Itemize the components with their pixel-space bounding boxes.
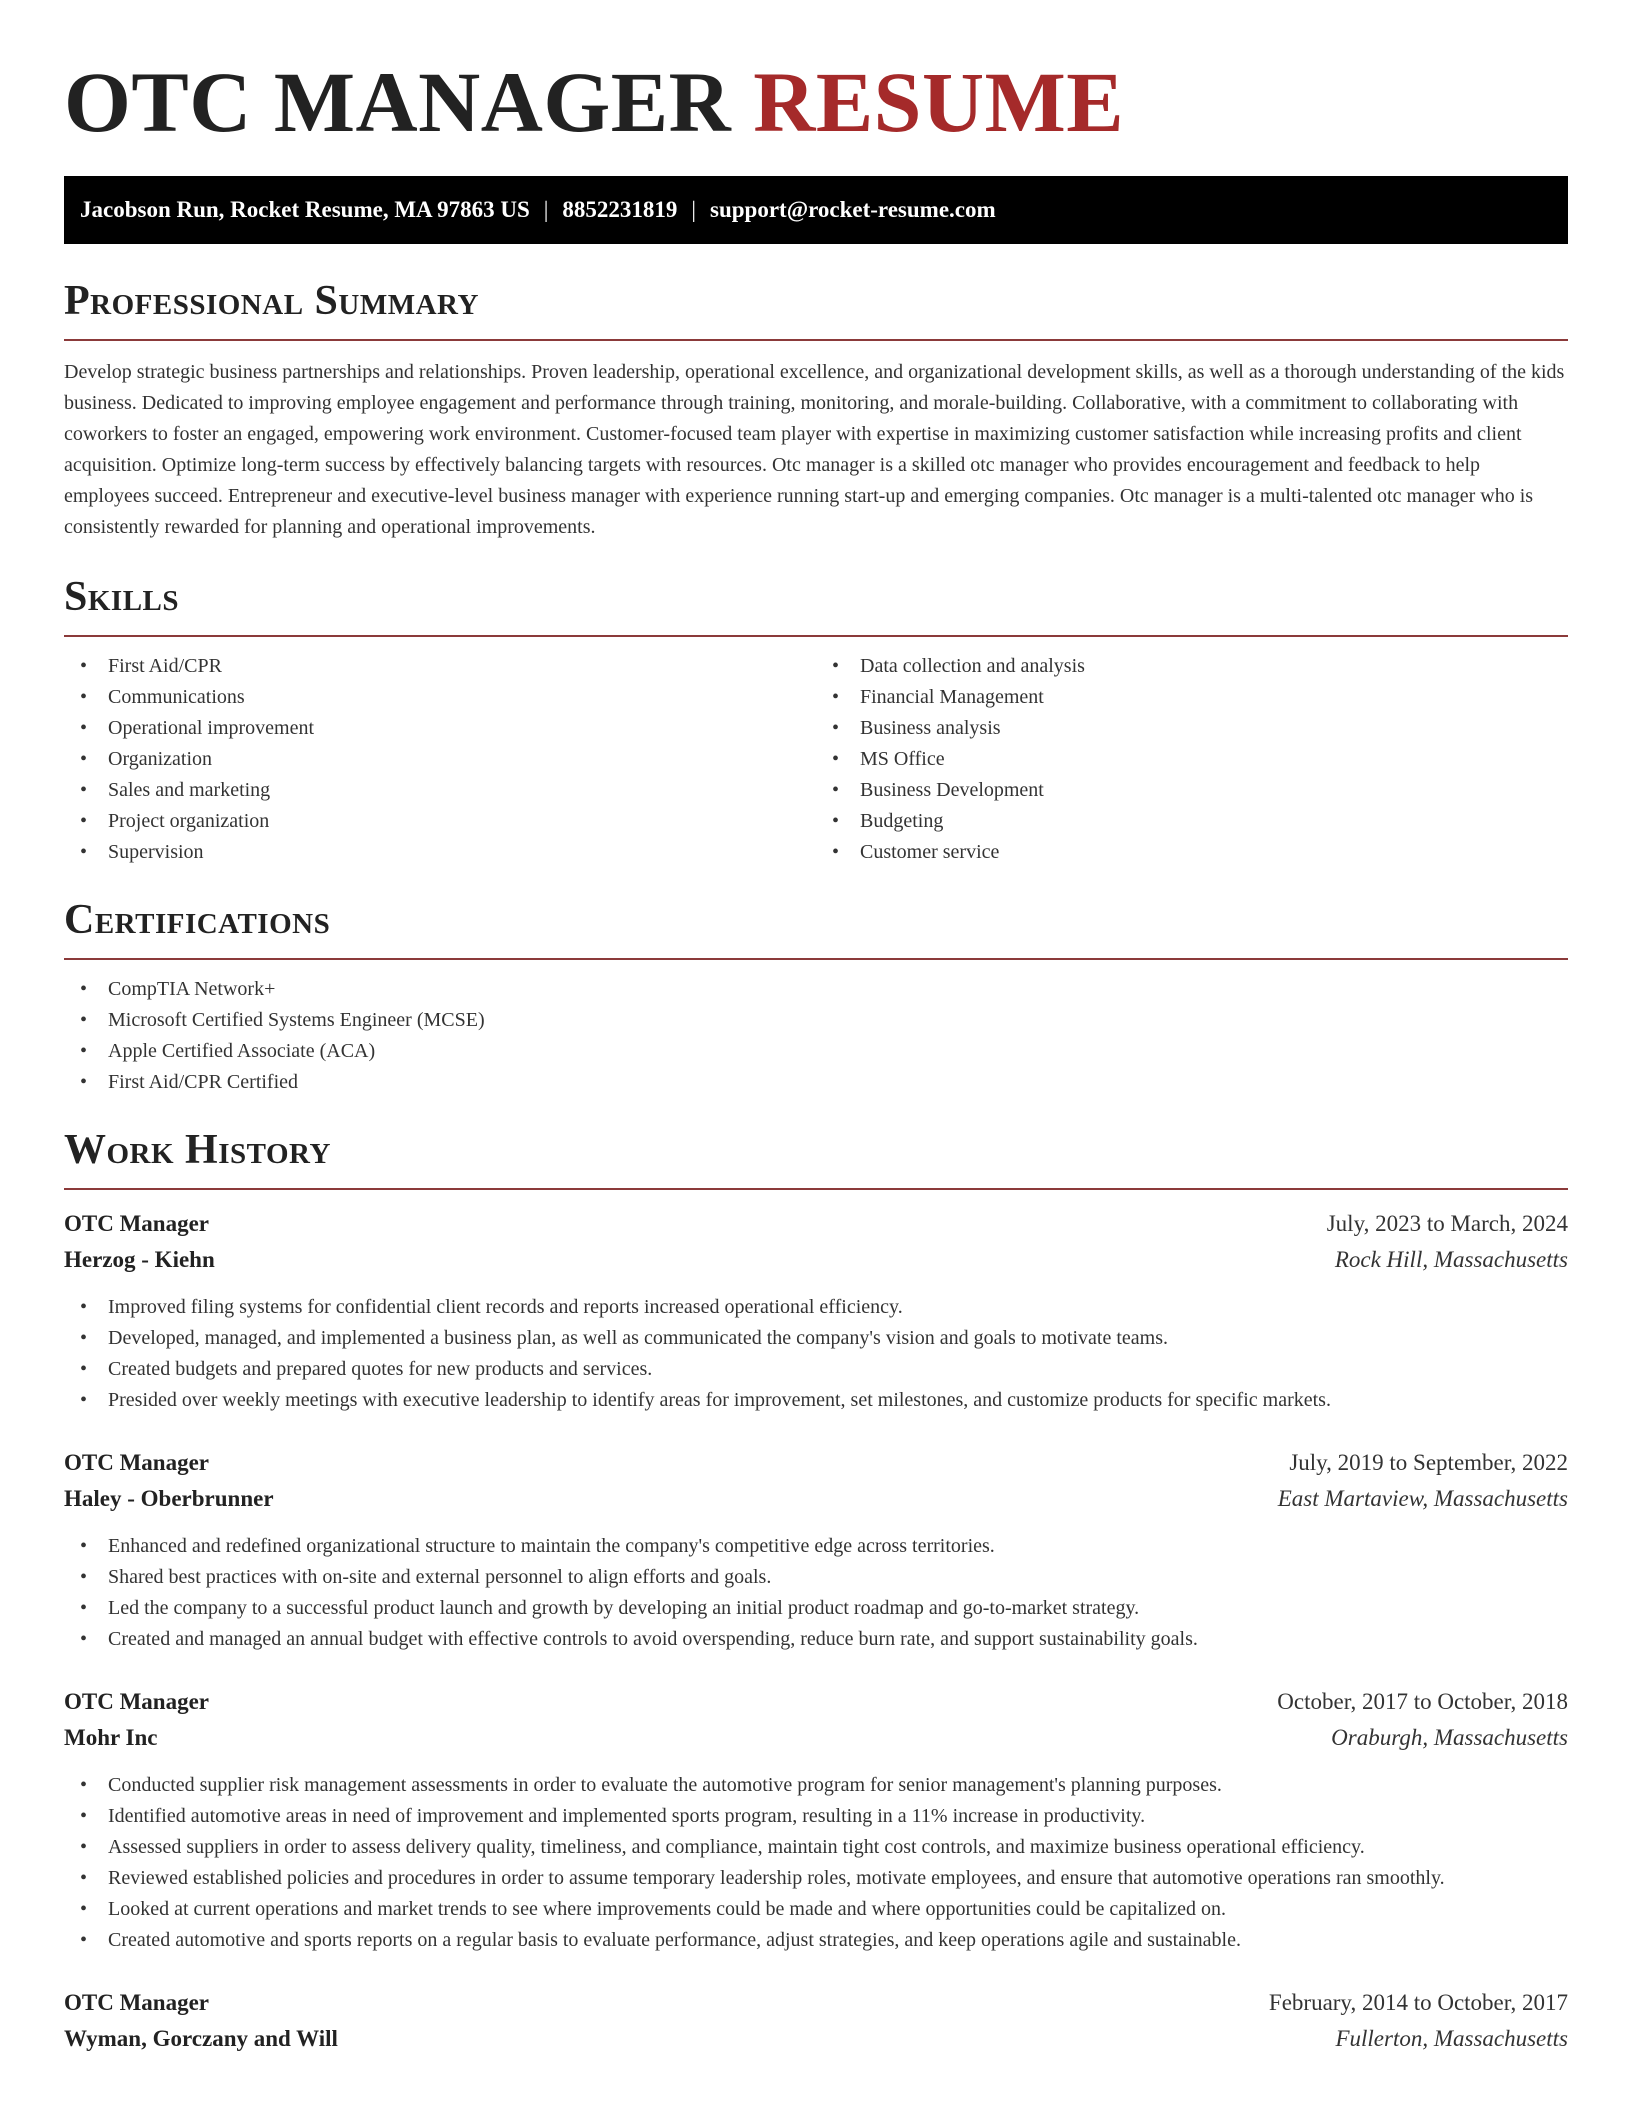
section-heading-work-history: Work History <box>64 1127 331 1173</box>
job-company-row <box>64 2021 1568 2057</box>
job-bullet: • Reviewed established policies and procedures in order to assume temporary leadership roles, motivate employees, and ensure that automotive operations ran smoothly. <box>64 1863 1568 1894</box>
job-header-row <box>64 1206 1568 1242</box>
contact-email: support@rocket-resume.com <box>710 197 996 222</box>
job-company-row <box>64 1242 1568 1278</box>
resume-title <box>64 0 1568 150</box>
job-bullet: • Led the company to a successful product launch and growth by developing an initial product roadmap and go-to-market strategy. <box>64 1593 1568 1624</box>
certifications-list <box>64 974 1568 1098</box>
summary-text: Develop strategic business partnerships and relationships. Proven leadership, operational excellence, and organizational development skills, as well as a thorough understanding of the kids business. Dedicated to improving employee engagement and performance through training, monitoring, and morale-building. Collaborative, with a commitment to collaborating with coworkers to foster an engaged, empowering work environment. Customer-focused team player with expertise in maximizing customer satisfaction while increasing profits and client acquisition. Optimize long-term success by effectively balancing targets with resources. Otc manager is a skilled otc manager who provides encouragement and feedback to help employees succeed. Entrepreneur and executive-level business manager with experience running start-up and emerging companies. Otc manager is a multi-talented otc manager who is consistently rewarded for planning and operational improvements. <box>64 361 1565 538</box>
job-bullet: • Looked at current operations and market trends to see where improvements could be made and where opportunities could be capitalized on. <box>64 1894 1568 1925</box>
job-location: Rock Hill, Massachusetts <box>1334 1247 1568 1272</box>
job-header-row <box>64 1684 1568 1720</box>
summary-section <box>64 271 1568 543</box>
job-dates: July, 2019 to September, 2022 <box>1289 1450 1568 1475</box>
certification-item: • First Aid/CPR Certified <box>64 1067 1568 1098</box>
job-title: OTC Manager <box>64 1450 210 1475</box>
section-heading-skills: Skills <box>64 574 180 620</box>
skill-item: • Data collection and analysis <box>816 651 1568 682</box>
job-location: East Martaview, Massachusetts <box>1277 1486 1568 1511</box>
job-company: Haley - Oberbrunner <box>64 1486 274 1511</box>
work-history-section <box>64 1120 1568 2057</box>
skills-list-left <box>64 651 816 868</box>
title-main: OTC MANAGER <box>64 54 732 150</box>
job-bullet: • Conducted supplier risk management assessments in order to evaluate the automotive program for senior management's planning purposes. <box>64 1770 1568 1801</box>
contact-phone: 8852231819 <box>562 197 678 222</box>
job-bullet: • Presided over weekly meetings with executive leadership to identify areas for improvement, set milestones, and customize products for specific markets. <box>64 1385 1568 1416</box>
skills-list-right <box>816 651 1568 868</box>
skill-item: • Budgeting <box>816 806 1568 837</box>
contact-bar <box>64 176 1568 244</box>
job-title: OTC Manager <box>64 1211 210 1236</box>
job-company: Wyman, Gorczany and Will <box>64 2026 338 2051</box>
skill-item: • Business analysis <box>816 713 1568 744</box>
skill-item: • Financial Management <box>816 682 1568 713</box>
section-heading-summary: Professional Summary <box>64 278 479 324</box>
job-title: OTC Manager <box>64 1990 210 2015</box>
job-company: Herzog - Kiehn <box>64 1247 215 1272</box>
job-entry <box>64 1684 1568 1956</box>
job-company-row <box>64 1481 1568 1517</box>
skill-item: • Customer service <box>816 837 1568 868</box>
section-divider <box>64 958 1568 960</box>
certification-item: • Apple Certified Associate (ACA) <box>64 1036 1568 1067</box>
section-divider <box>64 339 1568 341</box>
section-heading-certifications: Certifications <box>64 897 331 943</box>
job-entry <box>64 1445 1568 1655</box>
skills-section <box>64 567 1568 868</box>
job-bullet: • Shared best practices with on-site and external personnel to align efforts and goals. <box>64 1562 1568 1593</box>
job-header-row <box>64 1445 1568 1481</box>
skill-item: • Project organization <box>64 806 816 837</box>
contact-address: Jacobson Run, Rocket Resume, MA 97863 US <box>80 197 530 222</box>
job-bullet: • Developed, managed, and implemented a business plan, as well as communicated the company's vision and goals to motivate teams. <box>64 1323 1568 1354</box>
job-title: OTC Manager <box>64 1689 210 1714</box>
skill-item: • Supervision <box>64 837 816 868</box>
certification-item: • Microsoft Certified Systems Engineer (MCSE) <box>64 1005 1568 1036</box>
job-bullet: • Identified automotive areas in need of improvement and implemented sports program, resulting in a 11% increase in productivity. <box>64 1801 1568 1832</box>
job-bullet: • Assessed suppliers in order to assess delivery quality, timeliness, and compliance, maintain tight cost controls, and maximize business operational efficiency. <box>64 1832 1568 1863</box>
job-bullets <box>64 1770 1568 1956</box>
job-bullet: • Created automotive and sports reports on a regular basis to evaluate performance, adjust strategies, and keep operations agile and sustainable. <box>64 1925 1568 1956</box>
skill-item: • MS Office <box>816 744 1568 775</box>
skill-item: • First Aid/CPR <box>64 651 816 682</box>
job-entry <box>64 1206 1568 1416</box>
job-location: Oraburgh, Massachusetts <box>1331 1725 1568 1750</box>
job-bullets <box>64 1531 1568 1655</box>
skill-item: • Operational improvement <box>64 713 816 744</box>
skill-item: • Communications <box>64 682 816 713</box>
job-bullet: • Created budgets and prepared quotes for new products and services. <box>64 1354 1568 1385</box>
job-dates: July, 2023 to March, 2024 <box>1326 1211 1568 1236</box>
job-company-row <box>64 1720 1568 1756</box>
job-dates: October, 2017 to October, 2018 <box>1277 1689 1568 1714</box>
job-entry <box>64 1985 1568 2057</box>
job-bullet: • Enhanced and redefined organizational structure to maintain the company's competitive edge across territories. <box>64 1531 1568 1562</box>
job-location: Fullerton, Massachusetts <box>1335 2026 1568 2051</box>
job-bullets <box>64 1292 1568 1416</box>
section-divider <box>64 1188 1568 1190</box>
contact-separator: | <box>691 197 697 222</box>
job-bullet: • Created and managed an annual budget with effective controls to avoid overspending, reduce burn rate, and support sustainability goals. <box>64 1624 1568 1655</box>
skill-item: • Organization <box>64 744 816 775</box>
job-company: Mohr Inc <box>64 1725 158 1750</box>
job-header-row <box>64 1985 1568 2021</box>
contact-separator: | <box>543 197 549 222</box>
job-bullet: • Improved filing systems for confidential client records and reports increased operational efficiency. <box>64 1292 1568 1323</box>
title-accent: RESUME <box>753 54 1125 150</box>
job-dates: February, 2014 to October, 2017 <box>1268 1990 1568 2015</box>
skill-item: • Sales and marketing <box>64 775 816 806</box>
certifications-section <box>64 890 1568 1098</box>
skills-columns <box>64 637 1568 868</box>
certification-item: • CompTIA Network+ <box>64 974 1568 1005</box>
skill-item: • Business Development <box>816 775 1568 806</box>
